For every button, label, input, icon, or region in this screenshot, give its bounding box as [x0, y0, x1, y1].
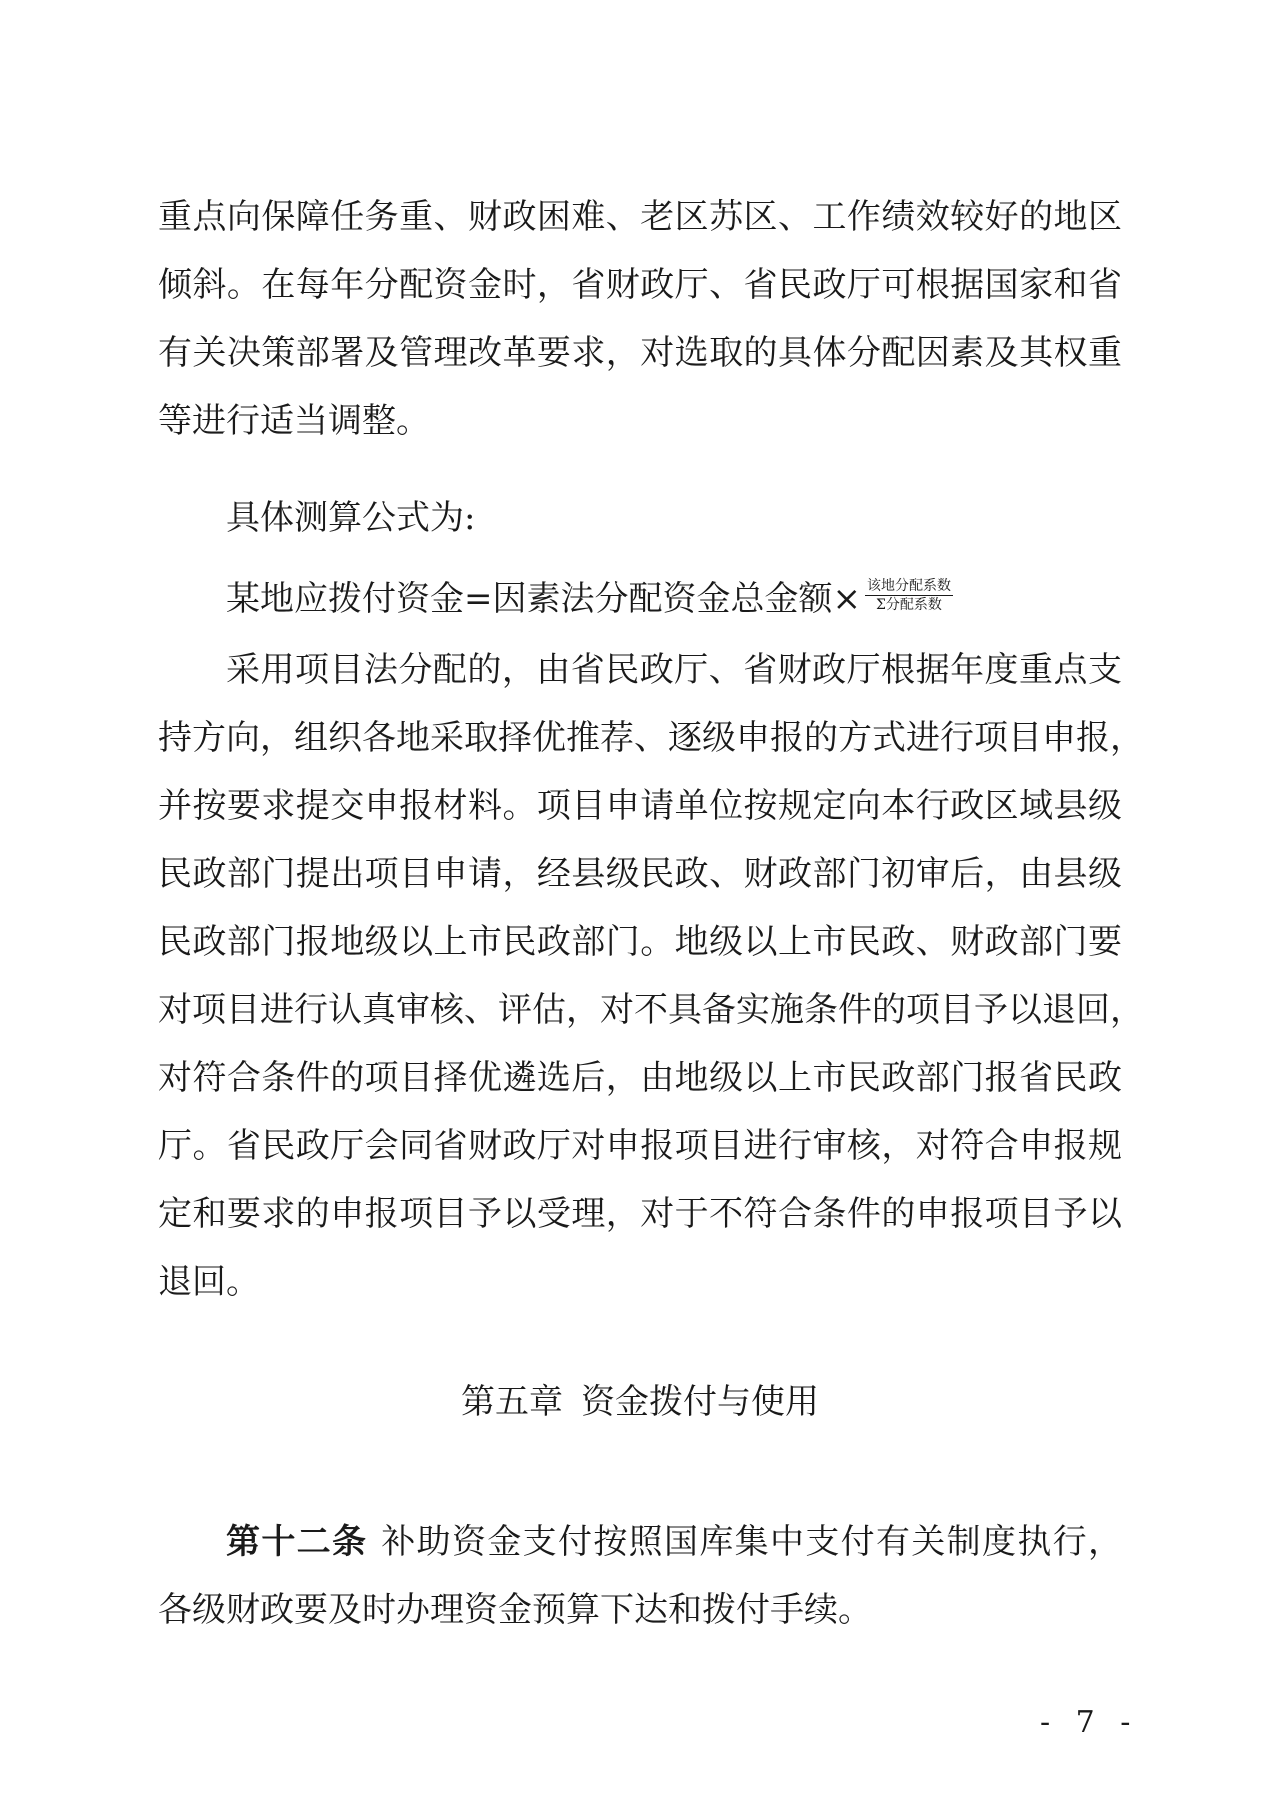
formula-intro: 具体测算公式为: — [226, 498, 476, 538]
article-label: 第十二条 — [226, 1522, 368, 1562]
chapter-number: 第五章 — [461, 1382, 563, 1422]
article-twelve — [226, 1522, 1122, 1562]
paragraph-line: 采用项目法分配的，由省民政厅、省财政厅根据年度重点支 — [226, 650, 1122, 690]
paragraph-line: 厅。省民政厅会同省财政厅对申报项目进行审核，对符合申报规 — [158, 1126, 1122, 1166]
paragraph-line: 倾斜。在每年分配资金时，省财政厅、省民政厅可根据国家和省 — [158, 265, 1122, 305]
paragraph-line: 等进行适当调整。 — [158, 401, 430, 441]
formula-numerator: 该地分配系数 — [866, 577, 951, 594]
paragraph-line: 民政部门提出项目申请，经县级民政、财政部门初审后，由县级 — [158, 854, 1122, 894]
paragraph-line: 对符合条件的项目择优遴选后，由地级以上市民政部门报省民政 — [158, 1058, 1122, 1098]
formula-fraction — [865, 578, 953, 613]
paragraph-line: 定和要求的申报项目予以受理，对于不符合条件的申报项目予以 — [158, 1194, 1122, 1234]
paragraph-line: 并按要求提交申报材料。项目申请单位按规定向本行政区域县级 — [158, 786, 1122, 826]
paragraph-line: 有关决策部署及管理改革要求，对选取的具体分配因素及其权重 — [158, 333, 1122, 373]
formula-lhs: 某地应拨付资金=因素法分配资金总金额× — [226, 579, 861, 619]
chapter-title: 资金拨付与使用 — [581, 1382, 819, 1422]
paragraph-line: 各级财政要及时办理资金预算下达和拨付手续。 — [158, 1590, 872, 1630]
formula-denominator: Σ分配系数 — [876, 596, 942, 613]
paragraph-line: 退回。 — [158, 1262, 260, 1302]
paragraph-line: 民政部门报地级以上市民政部门。地级以上市民政、财政部门要 — [158, 922, 1122, 962]
chapter-heading — [0, 1382, 1280, 1422]
article-text: 补助资金支付按照国库集中支付有关制度执行， — [381, 1522, 1123, 1562]
allocation-formula — [226, 577, 953, 621]
paragraph-line: 持方向，组织各地采取择优推荐、逐级申报的方式进行项目申报， — [158, 718, 1144, 758]
paragraph-line: 对项目进行认真审核、评估，对不具备实施条件的项目予以退回， — [158, 990, 1144, 1030]
page-number: - 7 - — [1040, 1705, 1139, 1740]
paragraph-line: 重点向保障任务重、财政困难、老区苏区、工作绩效较好的地区 — [158, 197, 1122, 237]
